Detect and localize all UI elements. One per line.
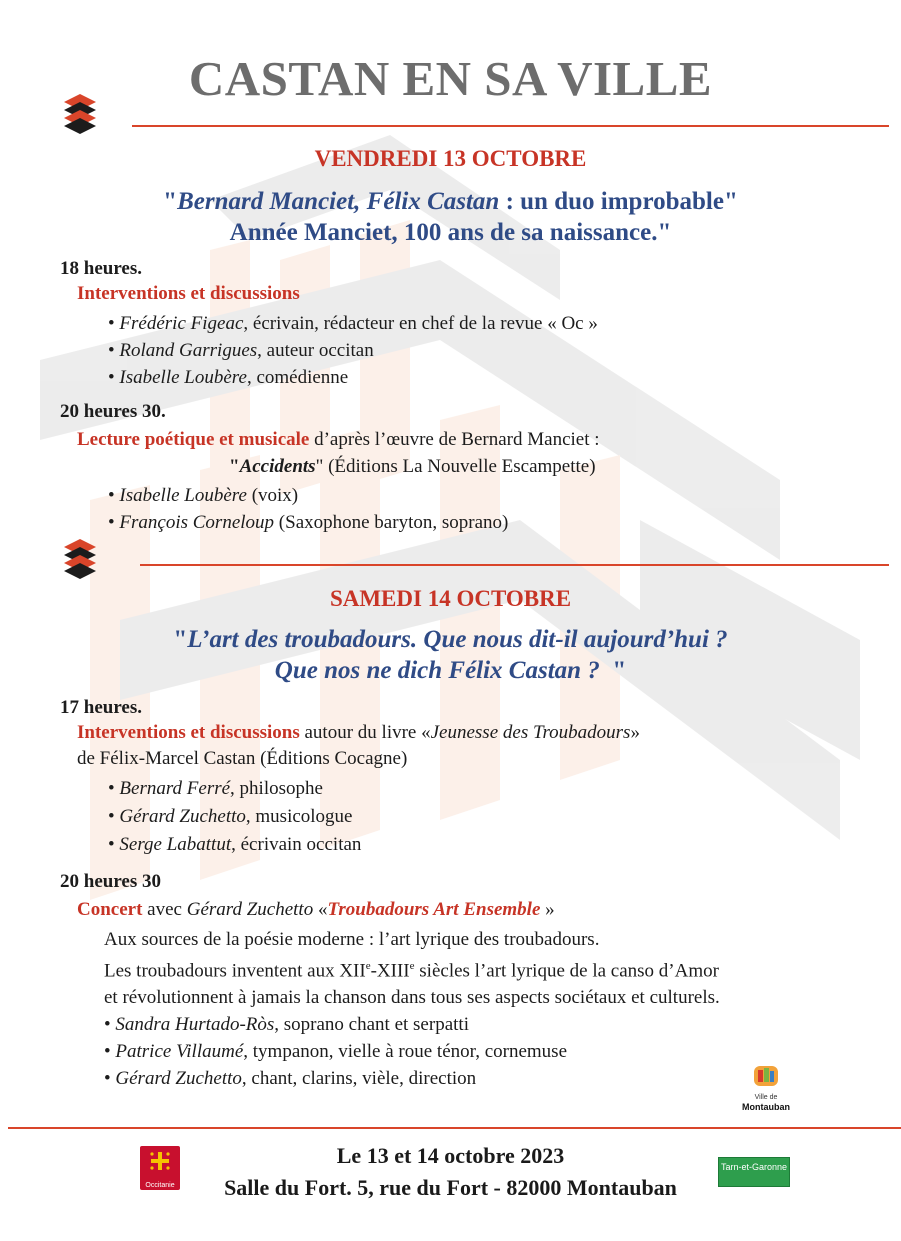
day2-time-1: 17 heures.	[60, 697, 142, 718]
list-item: • Serge Labattut, écrivain occitan	[108, 831, 361, 859]
header-divider	[132, 125, 889, 127]
footer-divider	[8, 1127, 901, 1129]
day1-people-list-2	[108, 482, 508, 536]
tarn-et-garonne-logo	[718, 1157, 790, 1187]
list-item: • Sandra Hurtado-Ròs, soprano chant et serpatti	[104, 1011, 720, 1038]
list-item: • Isabelle Loubère (voix)	[108, 482, 508, 509]
list-item: • Frédéric Figeac, écrivain, rédacteur en chef de la revue « Oc »	[108, 310, 598, 337]
day1-time-2: 20 heures 30.	[60, 401, 166, 422]
occitanie-logo-text: Occitanie	[145, 1182, 175, 1189]
montauban-logo-name: Montauban	[742, 1102, 790, 1112]
section-divider	[140, 564, 889, 566]
day2-book-publisher: de Félix-Marcel Castan (Éditions Cocagne)	[77, 748, 408, 769]
day2-date: SAMEDI 14 OCTOBRE	[329, 586, 572, 611]
day1-people-list-1	[108, 310, 598, 391]
day2-heading-1: Interventions et discussions autour du livre «Jeunesse des Troubadours»	[77, 722, 640, 743]
event-dates: Le 13 et 14 octobre 2023	[336, 1143, 565, 1168]
list-item: • Gérard Zuchetto, musicologue	[108, 803, 361, 831]
castan-logo-icon	[60, 537, 98, 579]
description-line: Aux sources de la poésie moderne : l’art lyrique des troubadours.	[104, 929, 600, 950]
day1-time-1: 18 heures.	[60, 258, 142, 279]
day2-theme: "L’art des troubadours. Que nous dit-il aujourd’hui ? Que nos ne dich Félix Castan ? "	[173, 626, 728, 684]
day2-people-list-1	[108, 775, 361, 859]
venue-address: Salle du Fort. 5, rue du Fort - 82000 Montauban	[224, 1175, 677, 1200]
day2-heading-2: Concert avec Gérard Zuchetto «Troubadours Art Ensemble »	[77, 899, 555, 920]
day1-heading-1: Interventions et discussions	[77, 283, 300, 304]
description-line: Les troubadours inventent aux XIIe-XIIIe siècles l’art lyrique de la canso d’Amor	[104, 960, 719, 982]
list-item: • Roland Garrigues, auteur occitan	[108, 337, 598, 364]
description-line: et révolutionnent à jamais la chanson dans tous ses aspects sociétaux et culturels.	[104, 987, 720, 1009]
list-item: • Patrice Villaumé, tympanon, vielle à roue ténor, cornemuse	[104, 1038, 720, 1065]
montauban-logo-icon	[752, 1063, 780, 1089]
day1-date: VENDREDI 13 OCTOBRE	[314, 146, 587, 171]
list-item: • Gérard Zuchetto, chant, clarins, vièle, direction	[104, 1065, 720, 1092]
montauban-logo-small-text: Ville de	[754, 1094, 778, 1101]
page-title: CASTAN EN SA VILLE	[188, 51, 713, 106]
montauban-logo	[736, 1063, 796, 1112]
day1-theme-italic: Bernard Manciet, Félix Castan	[177, 188, 500, 215]
concert-description	[104, 926, 720, 1092]
list-item: • François Corneloup (Saxophone baryton, soprano)	[108, 509, 508, 536]
castan-logo-icon	[60, 92, 98, 134]
day1-work: "Accidents" (Éditions La Nouvelle Escampette)	[229, 456, 596, 477]
day1-heading-2: Lecture poétique et musicale d’après l’œuvre de Bernard Manciet :	[77, 429, 600, 450]
day1-theme-line2: Année Manciet, 100 ans de sa naissance."	[229, 219, 672, 246]
day2-time-2: 20 heures 30	[60, 871, 161, 892]
day1-theme: "Bernard Manciet, Félix Castan : un duo improbable" Année Manciet, 100 ans de sa naissance."	[0, 186, 901, 248]
list-item: • Bernard Ferré, philosophe	[108, 775, 361, 803]
list-item: • Isabelle Loubère, comédienne	[108, 364, 598, 391]
tarn-et-garonne-logo-text: Tarn-et-Garonne	[720, 1162, 788, 1172]
